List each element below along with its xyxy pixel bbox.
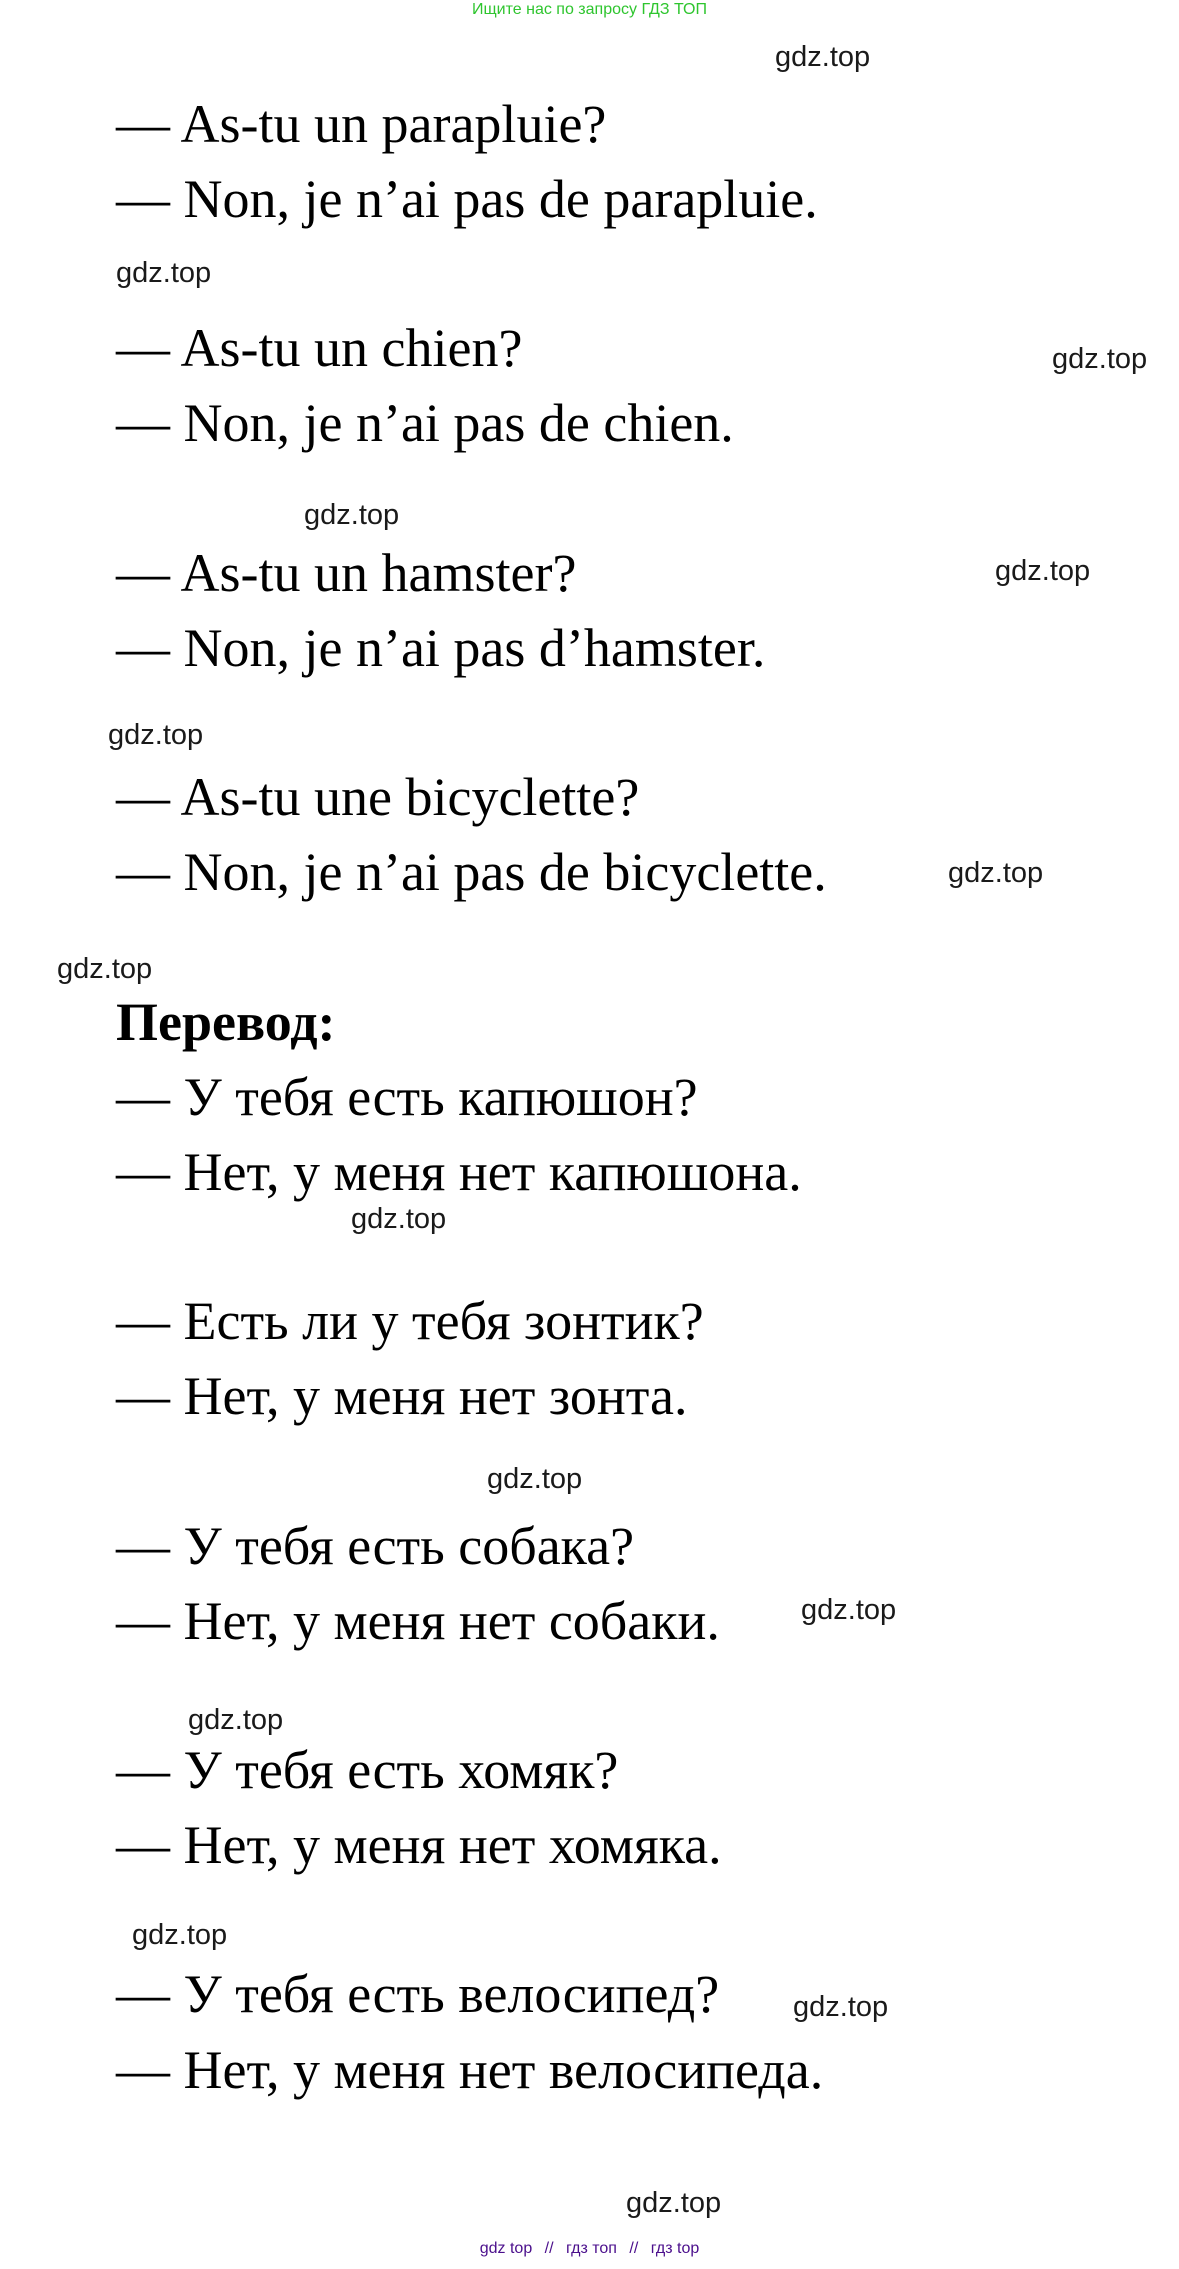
top-banner: Ищите нас по запросу ГДЗ ТОП xyxy=(472,1,707,18)
french-line: — As-tu un parapluie? xyxy=(116,94,607,154)
watermark: gdz.top xyxy=(304,499,400,531)
translation-line: — Нет, у меня нет собаки. xyxy=(116,1591,720,1651)
translation-line: — Есть ли у тебя зонтик? xyxy=(116,1291,704,1351)
watermark: gdz.top xyxy=(351,1203,447,1235)
watermark: gdz.top xyxy=(188,1704,284,1736)
watermark: gdz.top xyxy=(801,1594,897,1626)
translation-line: — Нет, у меня нет хомяка. xyxy=(116,1815,722,1875)
translation-line: — Нет, у меня нет велосипеда. xyxy=(116,2040,824,2100)
translation-line: — У тебя есть велосипед? xyxy=(116,1964,720,2024)
translation-line: — У тебя есть хомяк? xyxy=(116,1740,619,1800)
watermark: gdz.top xyxy=(57,953,153,985)
watermark: gdz.top xyxy=(108,719,204,751)
footer-separator: // xyxy=(629,2240,639,2257)
watermark: gdz.top xyxy=(626,2187,722,2219)
watermark: gdz.top xyxy=(793,1991,889,2023)
french-line: — Non, je n’ai pas de parapluie. xyxy=(116,169,818,229)
french-line: — Non, je n’ai pas de chien. xyxy=(116,393,734,453)
french-line: — Non, je n’ai pas d’hamster. xyxy=(116,618,766,678)
watermark: gdz.top xyxy=(132,1919,228,1951)
translation-line: — Нет, у меня нет капюшона. xyxy=(116,1142,802,1202)
watermark: gdz.top xyxy=(995,555,1091,587)
translation-line: — У тебя есть собака? xyxy=(116,1516,635,1576)
watermark: gdz.top xyxy=(116,257,212,289)
french-line: — As-tu un chien? xyxy=(116,318,523,378)
watermark: gdz.top xyxy=(948,857,1044,889)
watermark: gdz.top xyxy=(1052,343,1148,375)
french-line: — As-tu une bicyclette? xyxy=(116,767,640,827)
french-line: — Non, je n’ai pas de bicyclette. xyxy=(116,842,827,902)
footer-link[interactable]: гдз топ xyxy=(566,2240,617,2257)
translation-line: — У тебя есть капюшон? xyxy=(116,1067,698,1127)
footer-separator: // xyxy=(544,2240,554,2257)
footer xyxy=(0,2238,1179,2260)
translation-line: — Нет, у меня нет зонта. xyxy=(116,1366,688,1426)
footer-link[interactable]: гдз top xyxy=(650,2240,700,2257)
watermark: gdz.top xyxy=(487,1463,583,1495)
french-line: — As-tu un hamster? xyxy=(116,543,577,603)
translation-heading: Перевод: xyxy=(116,992,336,1052)
footer-link[interactable]: gdz top xyxy=(479,2240,533,2257)
watermark: gdz.top xyxy=(775,41,871,73)
